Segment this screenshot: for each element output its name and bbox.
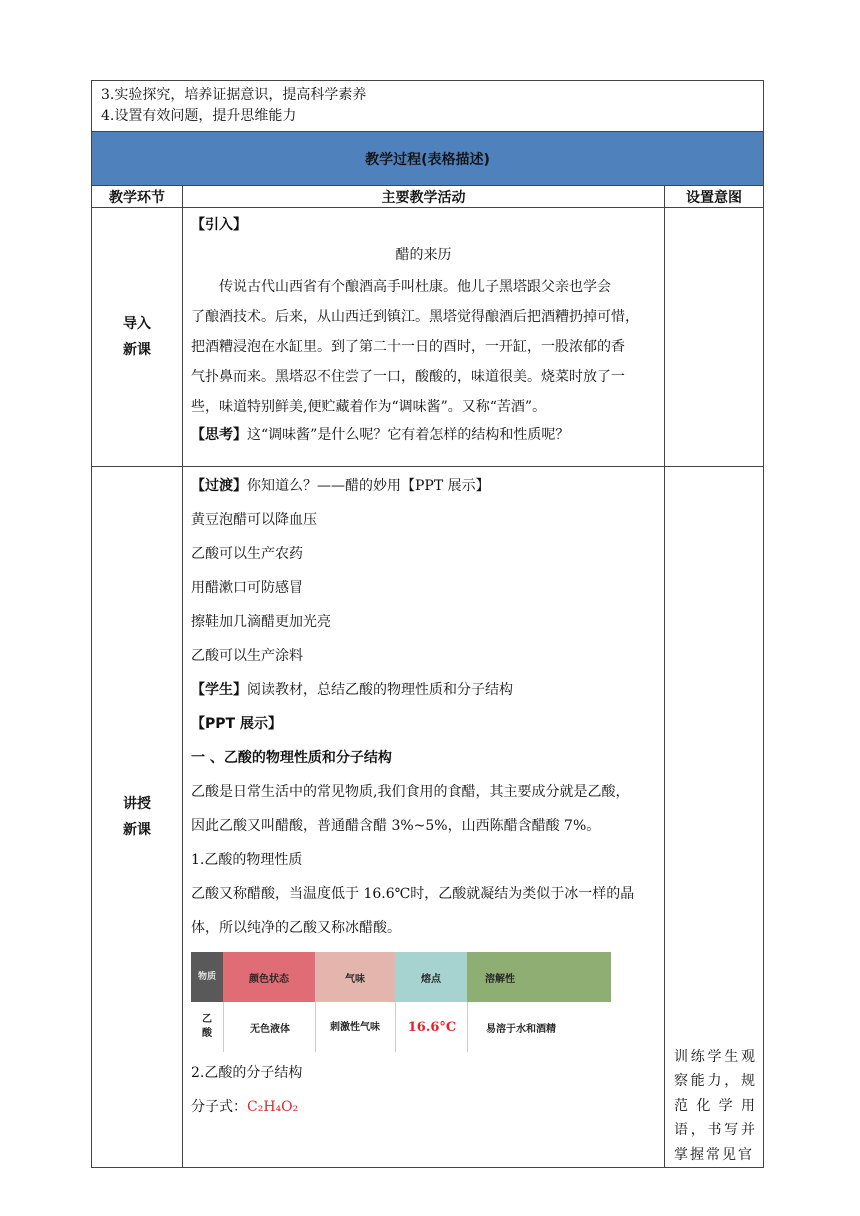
- prop-odor: 刺激性气味: [315, 1002, 395, 1052]
- prop-header-solubility: 溶解性: [467, 952, 611, 1002]
- transition-line: [191, 469, 656, 503]
- lesson-plan-page: [91, 80, 763, 1168]
- section-title: 一 、乙酸的物理性质和分子结构: [191, 750, 392, 766]
- para2-line1: 乙酸又称醋酸，当温度低于 16.6℃时，乙酸就凝结为类似于冰一样的晶: [191, 886, 635, 902]
- use-item-4: 擦鞋加几滴醋更加光亮: [191, 614, 331, 630]
- intro-intent-cell: [665, 208, 764, 467]
- goals-row: [92, 81, 764, 132]
- section-band-title: 教学过程(表格描述): [92, 132, 764, 186]
- lecture-activity-cell: [183, 467, 665, 1168]
- molecular-formula: C₂H₄O₂: [247, 1099, 299, 1115]
- intro-activity-cell: [183, 208, 665, 467]
- prop-header-odor: 气味: [315, 952, 395, 1002]
- lesson-plan-table: [91, 80, 764, 1168]
- ppt-tag: 【PPT 展示】: [191, 716, 282, 732]
- transition-text: 你知道么？——醋的妙用【PPT 展示】: [247, 478, 490, 494]
- story-line-3: 把酒糟浸泡在水缸里。到了第二十一日的酉时，一开缸，一股浓郁的香: [191, 339, 625, 355]
- story-line-4: 气扑鼻而来。黑塔忍不住尝了一口，酸酸的，味道很美。烧菜时放了一: [191, 369, 625, 385]
- story-line-1: 传说古代山西省有个酿酒高手叫杜康。他儿子黑塔跟父亲也学会: [219, 279, 611, 295]
- header-intent: 设置意图: [665, 186, 764, 208]
- physical-property-table: [191, 952, 611, 1052]
- intro-stage-line1: 导入: [123, 316, 151, 332]
- goals-cell: [92, 81, 764, 132]
- transition-tag: 【过渡】: [191, 478, 247, 494]
- think-tag: 【思考】: [191, 427, 247, 443]
- header-row: [92, 186, 764, 208]
- use-item-5: 乙酸可以生产涂料: [191, 648, 303, 664]
- prop-melting-point: 16.6°C: [395, 1002, 468, 1052]
- story-line-2: 了酿酒技术。后来，从山西迁到镇江。黑塔觉得酿酒后把酒糟扔掉可惜，: [191, 309, 639, 325]
- header-activity: 主要教学活动: [183, 186, 665, 208]
- para1-line2: 因此乙酸又叫醋酸，普通醋含醋 3%~5%，山西陈醋含醋酸 7%。: [191, 818, 601, 834]
- use-item-3: 用醋漱口可防感冒: [191, 580, 303, 596]
- para2-line2: 体，所以纯净的乙酸又称冰醋酸。: [191, 920, 401, 936]
- lecture-stage-line2: 新课: [123, 822, 151, 838]
- sub-heading-2: 2.乙酸的分子结构: [191, 1065, 303, 1081]
- lecture-row: [92, 467, 764, 1168]
- prop-header-melting-point: 熔点: [395, 952, 467, 1002]
- prop-solubility: 易溶于水和酒精: [467, 1002, 611, 1052]
- header-stage: 教学环节: [92, 186, 183, 208]
- goal-3: 3.实验探究，培养证据意识，提高科学素养: [101, 87, 367, 103]
- prop-row-substance: 乙酸: [202, 1014, 212, 1039]
- intro-stage-line2: 新课: [123, 342, 151, 358]
- formula-label: 分子式：: [191, 1099, 247, 1115]
- student-text: 阅读教材，总结乙酸的物理性质和分子结构: [247, 682, 513, 698]
- intro-stage-cell: [92, 208, 183, 467]
- lecture-intent-cell: [665, 467, 764, 1168]
- prop-header-color-state: 颜色状态: [223, 952, 315, 1002]
- student-line: [191, 673, 656, 707]
- story-line-5: 些，味道特别鲜美,便贮藏着作为“调味酱”。又称“苦酒”。: [191, 399, 547, 415]
- student-tag: 【学生】: [191, 682, 247, 698]
- band-row: [92, 132, 764, 186]
- lecture-stage-cell: [92, 467, 183, 1168]
- think-text: 这“调味酱”是什么呢？它有着怎样的结构和性质呢？: [247, 427, 570, 443]
- story-title: 醋的来历: [395, 247, 452, 263]
- think-line: [191, 422, 656, 448]
- lecture-intent-text: 训练学生观察能力，规范化学用语，书写并掌握常见官: [674, 1048, 758, 1163]
- prop-color-state: 无色液体: [223, 1002, 316, 1052]
- sub-heading-1: 1.乙酸的物理性质: [191, 852, 303, 868]
- intro-row: [92, 208, 764, 467]
- lecture-stage-line1: 讲授: [123, 796, 151, 812]
- use-item-2: 乙酸可以生产农药: [191, 546, 303, 562]
- use-item-1: 黄豆泡醋可以降血压: [191, 512, 317, 528]
- prop-header-substance: 物质: [191, 952, 223, 1002]
- goal-4: 4.设置有效问题，提升思维能力: [101, 108, 297, 124]
- para1-line1: 乙酸是日常生活中的常见物质,我们食用的食醋，其主要成分就是乙酸，: [191, 784, 630, 800]
- formula-line: [191, 1090, 656, 1124]
- intro-tag: 【引入】: [191, 217, 247, 233]
